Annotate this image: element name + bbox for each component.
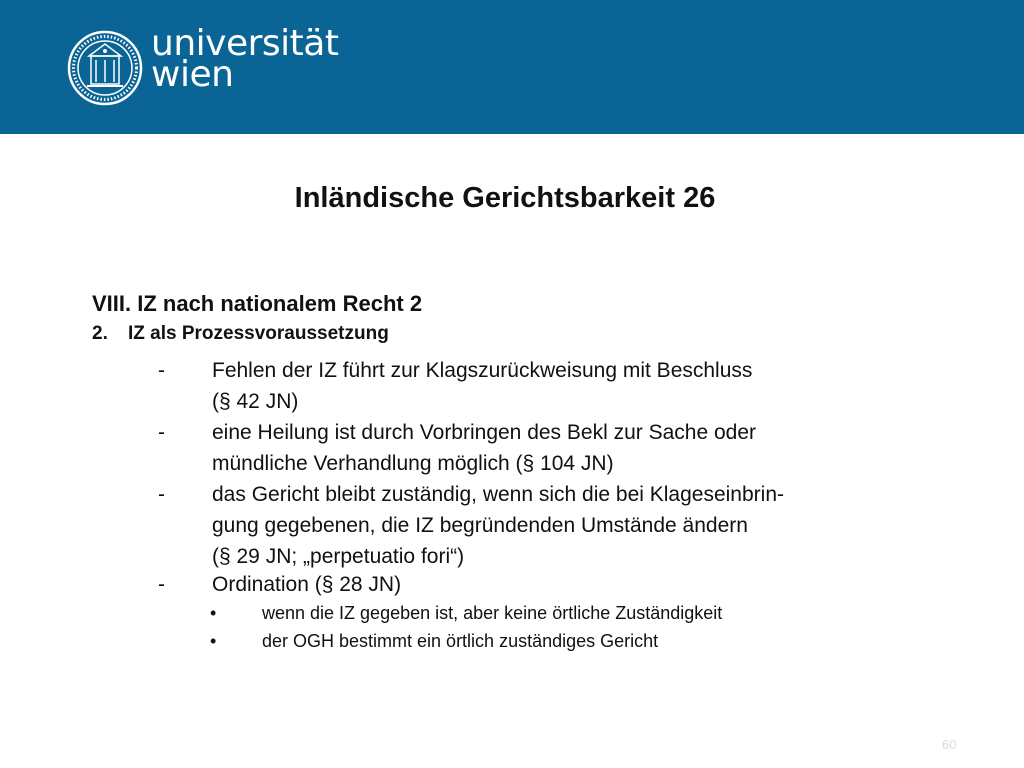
list-item-line: das Gericht bleibt zuständig, wenn sich die bei Klageseinbrin- [212, 483, 784, 506]
page-number: 60 [942, 737, 957, 752]
bullet-marker: • [210, 603, 217, 623]
sub-heading-title: IZ als Prozessvoraussetzung [128, 323, 389, 344]
sub-heading [92, 323, 389, 345]
slide-title: Inländische Gerichtsbarkeit 26 [294, 182, 716, 214]
wordmark-line-1: universität [151, 23, 339, 64]
dash-marker: - [158, 359, 165, 382]
list-item-line: Fehlen der IZ führt zur Klagszurückweisung mit Beschluss [212, 359, 753, 382]
university-seal-icon [67, 30, 143, 106]
sub-heading-number: 2. [92, 323, 108, 344]
sub-list-item-text: wenn die IZ gegeben ist, aber keine örtliche Zuständigkeit [262, 603, 723, 623]
list-item-line: eine Heilung ist durch Vorbringen des Bekl zur Sache oder [212, 421, 756, 444]
bullet-marker: • [210, 631, 217, 651]
list-item [158, 479, 918, 572]
header-band [0, 0, 1024, 134]
list-item [158, 355, 918, 417]
list-item-line: (§ 29 JN; „perpetuatio fori“) [212, 545, 465, 568]
list-item-line: mündliche Verhandlung möglich (§ 104 JN) [212, 452, 614, 475]
sub-list-item [210, 629, 658, 653]
list-item-line: (§ 42 JN) [212, 390, 299, 413]
dash-marker: - [158, 483, 165, 506]
wordmark-line-2: wien [151, 54, 234, 95]
list-item [158, 569, 918, 600]
section-heading: VIII. IZ nach nationalem Recht 2 [92, 291, 423, 316]
sub-list-item [210, 601, 722, 625]
university-wordmark [151, 23, 339, 95]
dash-marker: - [158, 573, 165, 596]
list-item [158, 417, 918, 479]
sub-list-item-text: der OGH bestimmt ein örtlich zuständiges Gericht [262, 631, 659, 651]
list-item-line: Ordination (§ 28 JN) [212, 573, 402, 596]
dash-marker: - [158, 421, 165, 444]
list-item-line: gung gegebenen, die IZ begründenden Umstände ändern [212, 514, 748, 537]
